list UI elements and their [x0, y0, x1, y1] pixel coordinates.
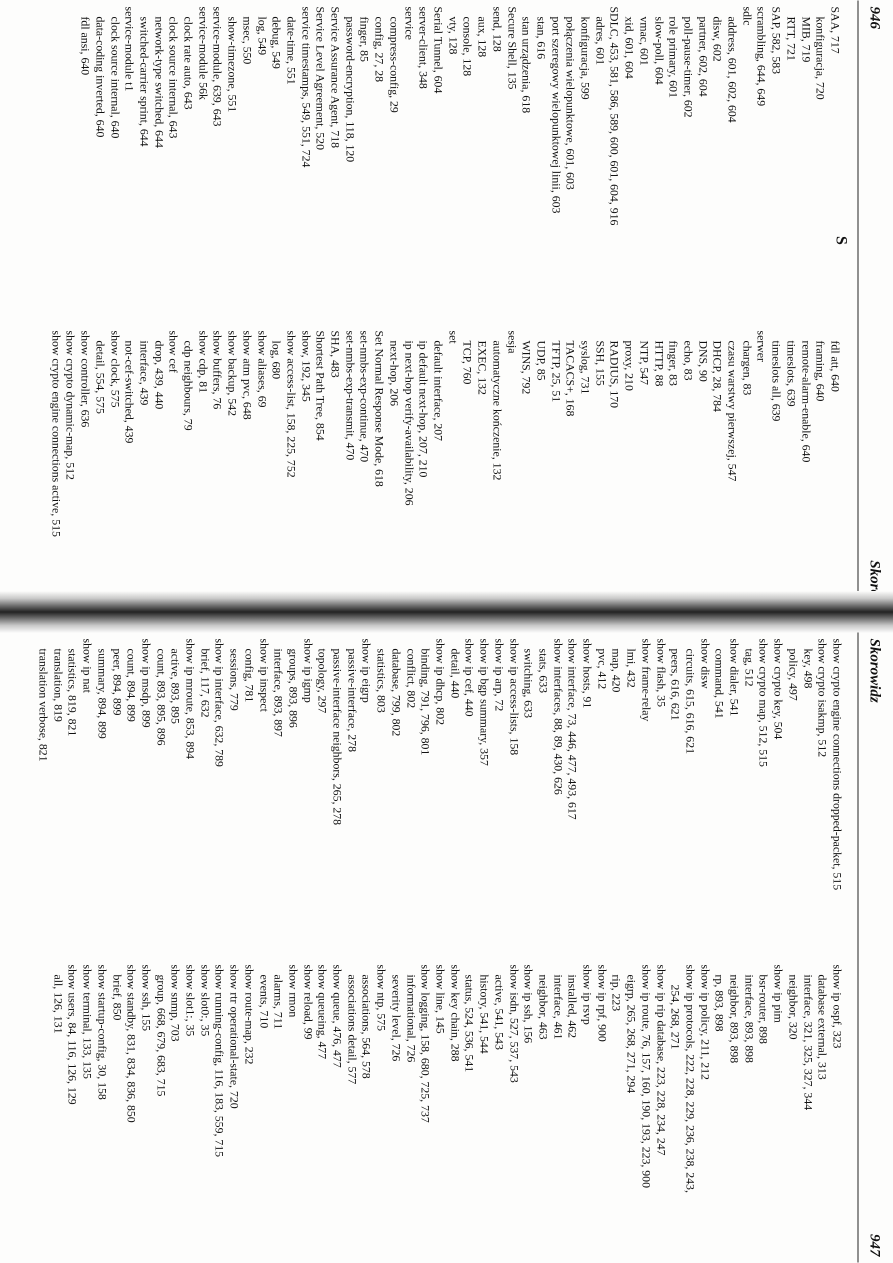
index-page-947	[0, 633, 893, 1263]
index-entry: show crypto isakmp, 512	[815, 638, 830, 758]
index-entry: show logging, 158, 680, 725, 737	[418, 964, 433, 1123]
index-subentry: fdl ansi, 640	[78, 16, 93, 76]
index-subentry: conflict, 802	[404, 648, 419, 709]
index-entry: show atm pvc, 648	[240, 330, 255, 420]
index-page-946	[0, 1, 893, 631]
index-subentry: clock source internal, 640	[108, 16, 123, 139]
page-header	[858, 633, 885, 1263]
running-title: Skorowidz	[866, 638, 883, 703]
index-subentry: ip default next-hop, 207, 210	[416, 340, 431, 478]
index-subentry: role primary, 601	[666, 16, 681, 98]
index-subentry: połączenia wielopunktowe, 601, 603	[563, 16, 578, 190]
index-subentry: informational, 726	[404, 974, 419, 1063]
index-entry: show ntp, 575	[374, 964, 389, 1032]
index-entry: Set Normal Response Mode, 618	[372, 330, 387, 487]
index-entry: Service Assurance Agent, 718	[328, 6, 343, 149]
index-subentry: aux, 128	[475, 16, 490, 58]
index-subentry: UDP, 85	[534, 340, 549, 381]
index-entry: SDLC, 453, 581, 586, 589, 600, 601, 604, 916	[607, 6, 622, 226]
index-entry: show key chain, 288	[448, 964, 463, 1062]
index-subentry: HTTP, 88	[652, 340, 667, 387]
index-subentry: log, 680	[269, 340, 284, 380]
index-column-right	[51, 965, 845, 1193]
index-entry: show crypto dynamic-map, 512	[63, 330, 78, 480]
index-entry: show frame-relay	[639, 638, 654, 722]
index-subentry: detail, 554, 575	[93, 340, 108, 414]
index-subentry: TCP, 760	[460, 340, 475, 385]
index-subentry: config, 781	[242, 648, 257, 703]
index-subentry: lmi, 432	[624, 648, 639, 688]
index-subentry: peers, 616, 621	[668, 648, 683, 721]
index-entry: show hosts, 91	[580, 638, 595, 709]
index-subentry: timeslots all, 639	[769, 340, 784, 422]
index-entry: show snmp, 703	[168, 964, 183, 1042]
index-entry: show flash, 35	[654, 638, 669, 707]
index-entry: show backup, 542	[225, 330, 240, 417]
index-subentry: tag, 512	[742, 648, 757, 687]
index-subentry: brief, 117, 632	[198, 648, 213, 718]
index-entry: show users, 84, 116, 126, 129	[65, 964, 80, 1105]
index-subentry: topology, 297	[315, 648, 330, 714]
index-entry: show ip interface, 632, 789	[212, 638, 227, 767]
index-entry: show ip ssh, 156	[521, 964, 536, 1044]
index-column-right	[49, 331, 843, 537]
index-entry: set-nmbs-exp-continue, 470	[358, 330, 372, 463]
index-entry: show ip ospf, 323	[830, 964, 845, 1049]
index-entry: show, 192, 345	[299, 330, 314, 402]
index-subentry: chargen, 83	[740, 340, 755, 396]
index-entry: show crypto engine connections dropped-packet, 515	[830, 638, 845, 891]
index-entry: show ip dhcp, 802	[433, 638, 448, 726]
index-subentry: severity level, 726	[389, 974, 404, 1062]
index-subentry: proxy, 210	[622, 340, 637, 391]
index-subentry: passive-interface, 278	[345, 648, 360, 753]
index-subentry: 254, 268, 271	[668, 984, 683, 1050]
index-subentry: xid, 601, 604	[622, 16, 637, 79]
index-subentry: default interface, 207	[431, 340, 446, 442]
index-subentry: database external, 313	[815, 974, 830, 1080]
index-subentry: translation verbose, 821	[36, 648, 51, 762]
index-subentry: disw, 602	[710, 16, 725, 62]
index-subentry: date-time, 551	[284, 16, 299, 85]
index-entry: show ip arp, 72	[492, 638, 507, 712]
index-entry: send, 128	[490, 6, 505, 52]
index-subentry: password-encryption, 118, 120	[343, 16, 358, 163]
index-entry: show crypto map, 512, 515	[756, 638, 771, 767]
index-entry: show disw	[698, 638, 713, 689]
index-subentry: database, 799, 802	[389, 648, 404, 737]
index-subentry: vty, 128	[446, 16, 461, 55]
index-subentry: vmac, 601	[637, 16, 652, 66]
index-subentry: brief, 850	[110, 974, 125, 1021]
index-subentry: neighbor, 463	[536, 974, 551, 1040]
index-subentry: passive-interface neighbors, 265, 278	[330, 648, 345, 826]
index-subentry: switched-carrier sprint, 644	[137, 16, 152, 147]
index-subentry: RADIUS, 170	[607, 340, 622, 409]
index-entry: show ip access-lists, 158	[507, 638, 522, 756]
index-entry: show ip policy, 211, 212	[698, 964, 713, 1080]
index-subentry: stats, 633	[536, 648, 551, 694]
index-entry: show ip rpf, 900	[595, 964, 610, 1042]
index-subentry: history, 541, 544	[477, 974, 492, 1054]
index-subentry: SSH, 155	[593, 340, 608, 386]
index-subentry: poll-pause-timer, 602	[681, 16, 696, 118]
index-subentry: echo, 83	[681, 340, 696, 381]
index-subentry: RTT, 721	[784, 16, 799, 61]
index-subentry: ip next-hop verify-availability, 206	[402, 340, 417, 506]
index-subentry: binding, 791, 796, 801	[418, 648, 433, 756]
index-subentry: policy, 497	[786, 648, 801, 701]
index-entry: set-nmbs-exp-transmit, 470	[343, 330, 358, 461]
index-subentry: network-type switched, 644	[152, 16, 167, 148]
index-subentry: key, 498	[801, 648, 816, 689]
index-subentry: circuits, 615, 616, 621	[683, 648, 698, 755]
book-gutter-shadow	[0, 591, 893, 633]
index-subentry: DNS, 90	[696, 340, 711, 382]
index-subentry: clock rate auto, 643	[181, 16, 196, 110]
index-subentry: framing, 640	[813, 340, 828, 402]
index-entry: show crypto engine connections active, 515	[49, 330, 64, 537]
index-subentry: config, 27, 28	[372, 16, 387, 83]
index-subentry: associations detail, 577	[345, 974, 360, 1085]
index-subentry: rip, 223	[609, 974, 624, 1012]
index-subentry: rp, 893, 898	[712, 974, 727, 1032]
index-subentry: cdp neighbours, 79	[181, 340, 196, 431]
index-entry: show ip route, 76, 157, 160, 190, 193, 223, 900	[639, 964, 654, 1188]
index-subentry: sessions, 779	[227, 648, 242, 711]
index-subentry: count, 893, 895, 896	[154, 648, 169, 746]
index-entry: show ip cef, 440	[462, 638, 477, 717]
index-subentry: clock source internal, 643	[166, 16, 181, 139]
index-entry: show aliases, 69	[255, 330, 270, 408]
index-entry: show slot0:, 35	[198, 964, 213, 1037]
index-entry: show queueing, 477	[315, 964, 330, 1060]
index-subentry: slow-poll, 604	[652, 16, 667, 85]
index-subentry: show-timezone, 551	[225, 16, 240, 113]
index-subentry: interface, 893, 897	[271, 648, 286, 737]
index-entry: show buffers, 76	[210, 330, 225, 410]
index-entry: sesja	[505, 330, 520, 354]
index-subentry: switching, 633	[521, 648, 536, 718]
page-number: 946	[866, 6, 883, 29]
index-subentry: eigrp, 265, 268, 271, 294	[624, 974, 639, 1094]
index-subentry: groups, 893, 896	[286, 648, 301, 728]
index-entry: show isdn, 527, 537, 543	[507, 964, 522, 1083]
index-entry: show dialer, 541	[727, 638, 742, 717]
index-subentry: finger, 85	[358, 16, 372, 62]
index-subentry: remote-alarm-enable, 640	[799, 340, 814, 463]
index-subentry: DHCP, 28, 784	[710, 340, 725, 412]
index-subentry: console, 128	[460, 16, 475, 77]
index-subentry: address, 601, 602, 604	[725, 16, 740, 123]
index-entry: service	[402, 6, 417, 40]
index-subentry: not-cef-switched, 439	[122, 340, 137, 444]
index-entry: Shortest Path Tree, 854	[313, 330, 328, 441]
index-entry: show ip rsvp	[580, 964, 595, 1025]
index-subentry: TACACS+, 168	[563, 340, 578, 417]
index-entry: show terminal, 133, 135	[80, 964, 95, 1079]
index-entry: show ip msdp, 899	[139, 638, 154, 728]
index-entry: show access-list, 158, 225, 752	[284, 330, 299, 478]
index-subentry: command, 541	[712, 648, 727, 719]
index-subentry: NTP, 547	[637, 340, 652, 386]
index-subentry: data-coding inverted, 640	[93, 16, 108, 138]
index-entry: Serial Tunnel, 604	[431, 6, 446, 94]
index-subentry: active, 541, 543	[492, 974, 507, 1050]
index-subentry: port szeregowy wielopunktowej linii, 603	[549, 16, 564, 214]
index-entry: service-module, 639, 643	[210, 6, 225, 127]
index-subentry: TFTP, 25, 51	[549, 340, 564, 403]
index-entry: scrambling, 644, 649	[754, 6, 769, 107]
index-subentry: alarms, 711	[271, 974, 286, 1030]
index-entry: server-client, 348	[416, 6, 431, 89]
index-column-left	[36, 639, 845, 891]
index-entry: service timestamps, 549, 551, 724	[299, 6, 314, 168]
index-subentry: automatyczne kończenie, 132	[490, 340, 505, 481]
index-subentry: compress-config, 29	[387, 16, 402, 113]
index-subentry: bsr-router, 898	[756, 974, 771, 1044]
index-subentry: all, 126, 131	[51, 974, 66, 1034]
index-subentry: msec, 550	[240, 16, 255, 65]
index-subentry: fdl att, 640	[828, 340, 843, 392]
index-entry: show ip eigrp	[360, 638, 374, 703]
index-entry: show crypto key, 504	[771, 638, 786, 740]
index-entry: show ssh, 155	[139, 964, 154, 1032]
index-subentry: MIB, 719	[799, 16, 814, 63]
index-entry: show reload, 99	[301, 964, 316, 1040]
index-entry: show ip bgp summary, 357	[477, 638, 492, 766]
index-entry: show standby, 831, 834, 836, 850	[124, 964, 139, 1123]
index-subentry: status, 524, 536, 541	[462, 974, 477, 1073]
index-subentry: interface, 321, 325, 327, 344	[801, 974, 816, 1111]
index-entry: show startup-config, 30, 158	[95, 964, 110, 1100]
index-entry: SAA, 717	[828, 6, 843, 54]
index-column-left	[78, 7, 843, 226]
index-entry: show queue, 476, 477	[330, 964, 345, 1068]
index-subentry: count, 894, 899	[124, 648, 139, 722]
index-entry: show ip rip database, 223, 228, 234, 247	[654, 964, 669, 1156]
index-entry: show clock, 575	[108, 330, 123, 408]
index-subentry: EXEC, 132	[475, 340, 490, 395]
index-subentry: drop, 439, 440	[152, 340, 167, 410]
index-subentry: partner, 602, 604	[696, 16, 711, 97]
index-subentry: group, 668, 679, 683, 715	[154, 974, 169, 1097]
page-header	[858, 1, 885, 631]
index-entry: show ip mroute, 853, 894	[183, 638, 198, 760]
index-entry: service-module t1	[122, 6, 137, 92]
index-entry: show running-config, 116, 183, 559, 715	[212, 964, 227, 1158]
index-subentry: log, 549	[255, 16, 270, 56]
index-entry: show ip nat	[80, 638, 95, 693]
index-entry: sdlc	[740, 6, 755, 26]
index-subentry: WINS, 792	[519, 340, 534, 395]
index-entry: service-module 56k	[196, 6, 211, 100]
index-entry: show cdp, 81	[196, 330, 211, 394]
index-entry: show route-map, 232	[242, 964, 257, 1065]
index-entry: show cef	[166, 330, 181, 373]
index-subentry: active, 893, 895	[168, 648, 183, 724]
index-entry: show ip protocols, 222, 228, 229, 236, 238, 243,	[683, 964, 698, 1193]
index-subentry: statistics, 803	[374, 648, 389, 713]
index-entry: show line, 145	[433, 964, 448, 1034]
index-subentry: timeslots, 639	[784, 340, 799, 407]
index-subentry: statistics, 819, 821	[65, 648, 80, 737]
index-entry: Secure Shell, 135	[505, 6, 520, 90]
index-entry: SHA, 483	[328, 330, 343, 378]
index-subentry: translation, 819	[51, 648, 66, 722]
index-subentry: debug, 549	[269, 16, 284, 69]
index-subentry: summary, 894, 899	[95, 648, 110, 739]
index-subentry: peer, 894, 899	[110, 648, 125, 716]
index-subentry: czasu warstwy pierwszej, 547	[725, 340, 740, 482]
index-subentry: pvc, 412	[595, 648, 610, 690]
index-subentry: interface, 893, 898	[742, 974, 757, 1063]
index-subentry: finger, 83	[666, 340, 681, 386]
page-number: 947	[866, 1234, 883, 1257]
index-subentry: konfiguracja, 720	[813, 16, 828, 100]
index-subentry: konfiguracja, 599	[578, 16, 593, 100]
section-letter: S	[832, 236, 850, 245]
index-subentry: events, 710	[257, 974, 272, 1029]
index-entry: show rmon	[286, 964, 301, 1018]
index-entry: set	[446, 330, 461, 344]
index-subentry: next-hop, 206	[387, 340, 402, 407]
index-entry: show rtr operational-state, 720	[227, 964, 242, 1109]
index-entry: show ip inspect	[257, 638, 272, 712]
index-subentry: installed, 462	[565, 974, 580, 1039]
index-entry: show ip igmp	[301, 638, 316, 703]
index-subentry: map, 420	[609, 648, 624, 693]
index-subentry: stan, 616	[534, 16, 549, 60]
index-entry: SAP, 582, 583	[769, 6, 784, 75]
index-entry: show slot1:, 35	[183, 964, 198, 1037]
index-subentry: detail, 440	[448, 648, 463, 699]
index-entry: show controller, 636	[78, 330, 93, 428]
index-entry: show interfaces, 88, 89, 430, 626	[551, 638, 566, 795]
index-entry: Service Level Agreement, 520	[313, 6, 328, 150]
index-entry: show interface, 73, 446, 477, 493, 617	[565, 638, 580, 820]
index-entry: serwer	[754, 330, 769, 362]
index-subentry: adres, 601	[593, 16, 608, 65]
index-subentry: associations, 564, 578	[360, 974, 374, 1079]
index-subentry: syslog, 731	[578, 340, 593, 395]
index-subentry: neighbor, 320	[786, 974, 801, 1040]
index-subentry: neighbor, 893, 898	[727, 974, 742, 1064]
index-subentry: interface, 439	[137, 340, 152, 406]
index-entry: show ip pim	[771, 964, 786, 1023]
index-subentry: interface, 461	[551, 974, 566, 1040]
index-subentry: stan urządzenia, 618	[519, 16, 534, 114]
